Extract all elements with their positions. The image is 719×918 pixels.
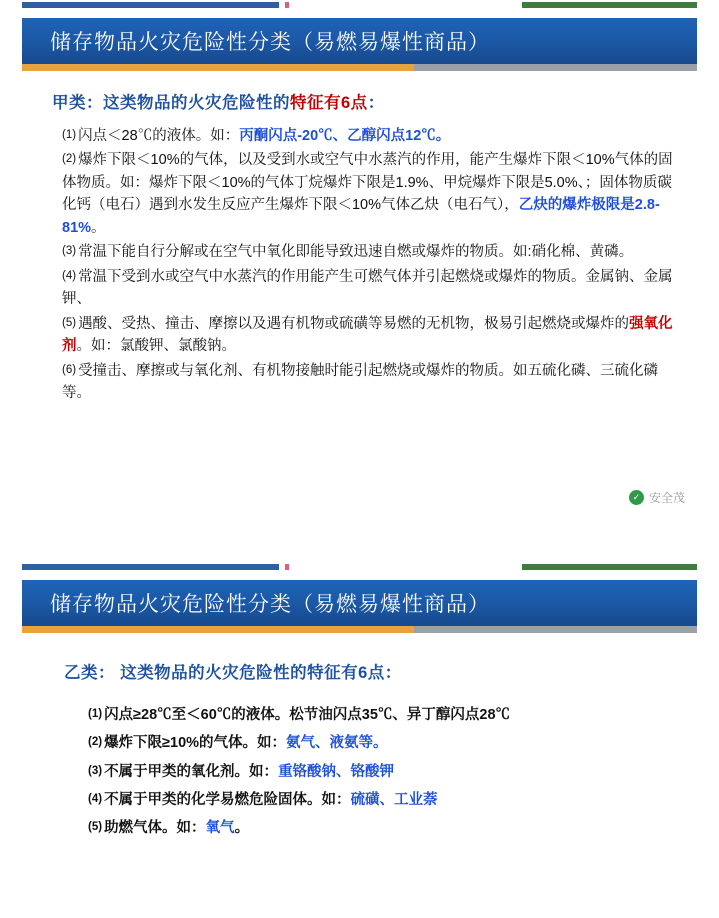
list-item-number: (2)	[88, 736, 103, 749]
slide-2-headline	[64, 659, 679, 683]
headline-emphasis: 特征有6点	[290, 94, 368, 112]
list-item-number: (4)	[62, 269, 77, 282]
list-item-text: 闪点≥28℃至＜60℃的液体。松节油闪点35℃、异丁醇闪点28℃	[104, 707, 511, 723]
accent-bar-gap	[289, 2, 522, 8]
list-item	[52, 149, 673, 239]
slide-1-headline	[52, 89, 673, 113]
slide-1-title: 储存物品火灾危险性分类（易燃易爆性商品）	[50, 31, 490, 54]
highlight-blue-text: 丙酮闪点-20℃、乙醇闪点12℃。	[239, 128, 451, 144]
list-item-number: (5)	[62, 316, 77, 329]
list-item-text: 。	[91, 219, 106, 236]
list-item	[78, 786, 679, 814]
wechat-icon: ✓	[629, 490, 644, 505]
accent-bar-blue	[22, 2, 279, 8]
highlight-blue-text: 氨气、液氨等。	[286, 735, 388, 752]
list-item-number: (5)	[88, 821, 103, 834]
headline-suffix: ：	[384, 664, 402, 682]
list-item-text: 爆炸下限＜10%的气体，以及受到水或空气中水蒸汽的作用，能产生爆炸下限＜10%气体的固体物质。如：爆炸下限＜10%的气体丁烷爆炸下限是1.9%、甲烷爆炸下限是5.0%、；固体物质碳化钙（电石）遇到水发生反应产生爆炸下限＜10%气体乙炔（电石气），	[62, 152, 673, 214]
slide-1-body	[0, 71, 719, 405]
headline-prefix: 乙类： 这类物品的火灾危险性的	[64, 664, 308, 682]
headline-suffix: ：	[367, 94, 385, 112]
list-item	[52, 266, 673, 311]
slide-2-banner-underline	[22, 626, 697, 633]
watermark	[629, 489, 685, 506]
highlight-red-text: 强氧化剂	[62, 315, 673, 355]
accent-bar-blue	[22, 564, 279, 570]
slide-1-banner-underline	[22, 64, 697, 71]
list-item	[52, 360, 673, 405]
list-item-text: 助燃气体。如：	[104, 820, 206, 837]
list-item-text: 常温下受到水或空气中水蒸汽的作用能产生可燃气体并引起燃烧或爆炸的物质。金属钠、金属钾、	[62, 268, 673, 308]
accent-bar-green	[522, 2, 698, 8]
list-item-number: (3)	[88, 764, 103, 777]
list-item-text: 受撞击、摩擦或与氧化剂、有机物接触时能引起燃烧或爆炸的物质。如五硫化磷、三硫化磷等。	[62, 362, 659, 402]
list-item	[52, 313, 673, 358]
list-item	[78, 758, 679, 786]
underline-gray	[414, 64, 698, 71]
accent-bar-green	[522, 564, 698, 570]
list-item-number: (3)	[62, 245, 77, 258]
list-item-text: 遇酸、受热、撞击、摩擦以及遇有机物或硫磺等易燃的无机物，极易引起燃烧或爆炸的	[78, 315, 630, 332]
slide-2	[0, 562, 719, 918]
headline-emphasis: 特征有6点	[307, 664, 385, 682]
highlight-blue-text: 乙炔的爆炸极限是2.8-81%	[62, 197, 660, 236]
list-item-number: (6)	[62, 363, 77, 376]
underline-orange	[22, 64, 414, 71]
list-item	[78, 814, 679, 842]
list-item-number: (4)	[88, 792, 103, 805]
list-item-number: (1)	[62, 129, 77, 141]
highlight-blue-text: 硫磺、工业萘	[350, 791, 438, 808]
list-item-text: 闪点＜28℃的液体。如：	[78, 128, 240, 144]
slide-gap	[0, 548, 719, 562]
list-item-text: 常温下能自行分解或在空气中氧化即能导致迅速自燃或爆炸的物质。如:硝化棉、黄磷。	[78, 244, 634, 261]
slide-1-accent-bars	[22, 0, 697, 10]
slide-2-banner	[22, 580, 697, 626]
list-item-text: 不属于甲类的氧化剂。如：	[104, 763, 279, 780]
slide-1-item-list	[52, 125, 673, 405]
headline-prefix: 甲类：这类物品的火灾危险性的	[52, 94, 290, 112]
accent-bar-gap	[289, 564, 522, 570]
underline-gray	[414, 626, 698, 633]
list-item	[78, 701, 679, 729]
list-item-text: 。如：氯酸钾、氯酸钠。	[76, 338, 236, 355]
highlight-blue-text: 重铬酸钠、铬酸钾	[278, 763, 395, 780]
list-item	[52, 125, 673, 147]
slide-2-accent-bars	[22, 562, 697, 572]
list-item-text: 不属于甲类的化学易燃危险固体。如：	[104, 791, 351, 808]
slide-2-title: 储存物品火灾危险性分类（易燃易爆性商品）	[50, 593, 490, 616]
highlight-blue-text: 氧气	[205, 820, 235, 837]
slide-1-banner	[22, 18, 697, 64]
list-item	[52, 241, 673, 263]
list-item-text: 。	[234, 820, 250, 837]
list-item-text: 爆炸下限≥10%的气体。如：	[104, 735, 287, 752]
list-item	[78, 729, 679, 757]
slide-2-item-list	[64, 701, 679, 842]
underline-orange	[22, 626, 414, 633]
watermark-label: 安全茂	[648, 491, 685, 505]
list-item-number: (2)	[62, 153, 77, 166]
slide-2-body	[0, 633, 719, 842]
list-item-number: (1)	[88, 708, 103, 720]
